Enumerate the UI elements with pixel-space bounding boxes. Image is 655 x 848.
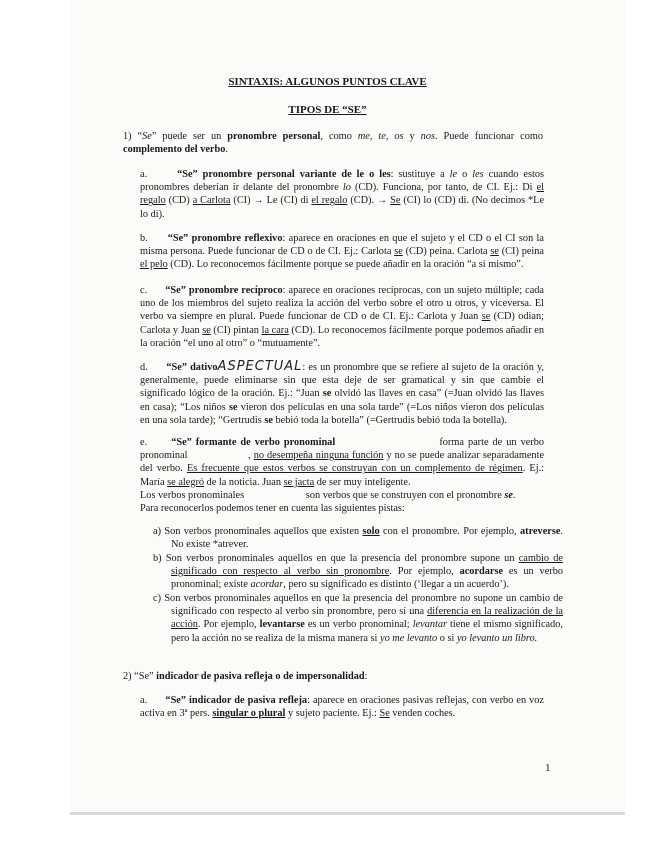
section-2-heading: 2) “Se” indicador de pasiva refleja o de impersonalidad: (123, 671, 368, 682)
pista-b: b) Son verbos pronominales aquellos en que la presencia del pronombre supone un cambio de significado con respecto al verbo sin pronombre. Por ejemplo, acordarse es un verbo pronominal; existe acordar, pero su significado es distinto (‘llegar a un acuerdo’). (153, 553, 563, 591)
page-edge (70, 812, 625, 815)
subsection-2a: a. “Se” indicador de pasiva refleja: aparece en oraciones pasivas reflejas, con verbo en voz activa en 3ª pers. singular o plural y sujeto paciente. Ej.: Se venden coches. (140, 695, 545, 720)
pista-a: a) Son verbos pronominales aquellos que existen solo con el pronombre. Por ejemplo, atreverse. No existe *atrever. (153, 526, 563, 551)
section-1-intro: 1) “Se” puede ser un pronombre personal, como me, te, os y nos. Puede funcionar como complemento del verbo. (123, 131, 544, 156)
subsection-a: a. “Se” pronombre personal variante de le o les: sustituye a le o les cuando estos pronombres deberían ir delante del pronombre lo (CD). Funciona, por tanto, de CI. Ej.: Di el regalo (CD) a Carlota (CI) → Le (CI) di el regalo (CD). → Se (CI) lo (CD) di. (No decimos *Le lo di). (140, 169, 545, 220)
handwritten-note: ASPECTUAL (217, 359, 303, 374)
subsection-c: c. “Se” pronombre recíproco: aparece en oraciones recíprocas, con un sujeto múltiple; cada uno de los miembros del sujeto realiza la acción del verbo sobre el otro u otros, y viceversa. El verbo va siempre en plural. Puede funcionar de CD o de CI. Ej.: Carlota y Juan se (CD) odian; Carlota y Juan se (CI) pintan la cara (CD). Lo reconocemos fácilmente porque podemos añadir en la oración “el uno al otro” o “mutuamente”. (140, 285, 544, 349)
document-subtitle: TIPOS DE “SE” (288, 104, 367, 116)
subsection-b: b. “Se” pronombre reflexivo: aparece en oraciones en que el sujeto y el CD o el CI son la misma persona. Puede funcionar de CD o de CI. Ej.: Carlota se (CD) peina. Carlota se (CI) peina el pelo (CD). Lo reconocemos fácilmente porque se puede añadir en la oración “a sí mismo”. (140, 233, 545, 271)
page-number: 1 (545, 762, 551, 774)
document-title: SINTAXIS: ALGUNOS PUNTOS CLAVE (228, 76, 427, 88)
subsection-d: d. “Se” dativoASPECTUAL: es un pronombre que se refiere al sujeto de la oración y, generalmente, puede eliminarse sin que esta deje de ser gramatical y sin que cambie el significado lógico de la oración. Ej.: “Juan se olvidó las llaves en casa” (=Juan olvidó las llaves en casa); “Los niños se vieron dos películas en una sola tarde” (=Los niños vieron dos películas en una sola tarde); “Gertrudis se bebió toda la botella” (=Gertrudis bebió toda la botella). (140, 359, 545, 426)
subsection-e: e. “Se” formante de verbo pronominal forma parte de un verbo pronominal , no desempeña ninguna función y no se puede analizar separadamente del verbo. Es frecuente que estos verbos se construyan con un complemento de régimen. Ej.: María se alegró de la noticia. Juan se jacta de ser muy inteligente. Los verbos pronominales son verbos que se construyen con el pronombre se. Para reconocerlos podemos tener en cuenta las siguientes pistas: (140, 437, 545, 515)
pista-c: c) Son verbos pronominales aquellos en que la presencia del pronombre no supone un cambio de significado con respecto al verbo sin pronombre, pero sí una diferencia en la realización de la acción. Por ejemplo, levantarse es un verbo pronominal; levantar tiene el mismo significado, pero la acción no se realiza de la misma manera si yo me levanto o si yo levanto un libro. (153, 593, 564, 644)
